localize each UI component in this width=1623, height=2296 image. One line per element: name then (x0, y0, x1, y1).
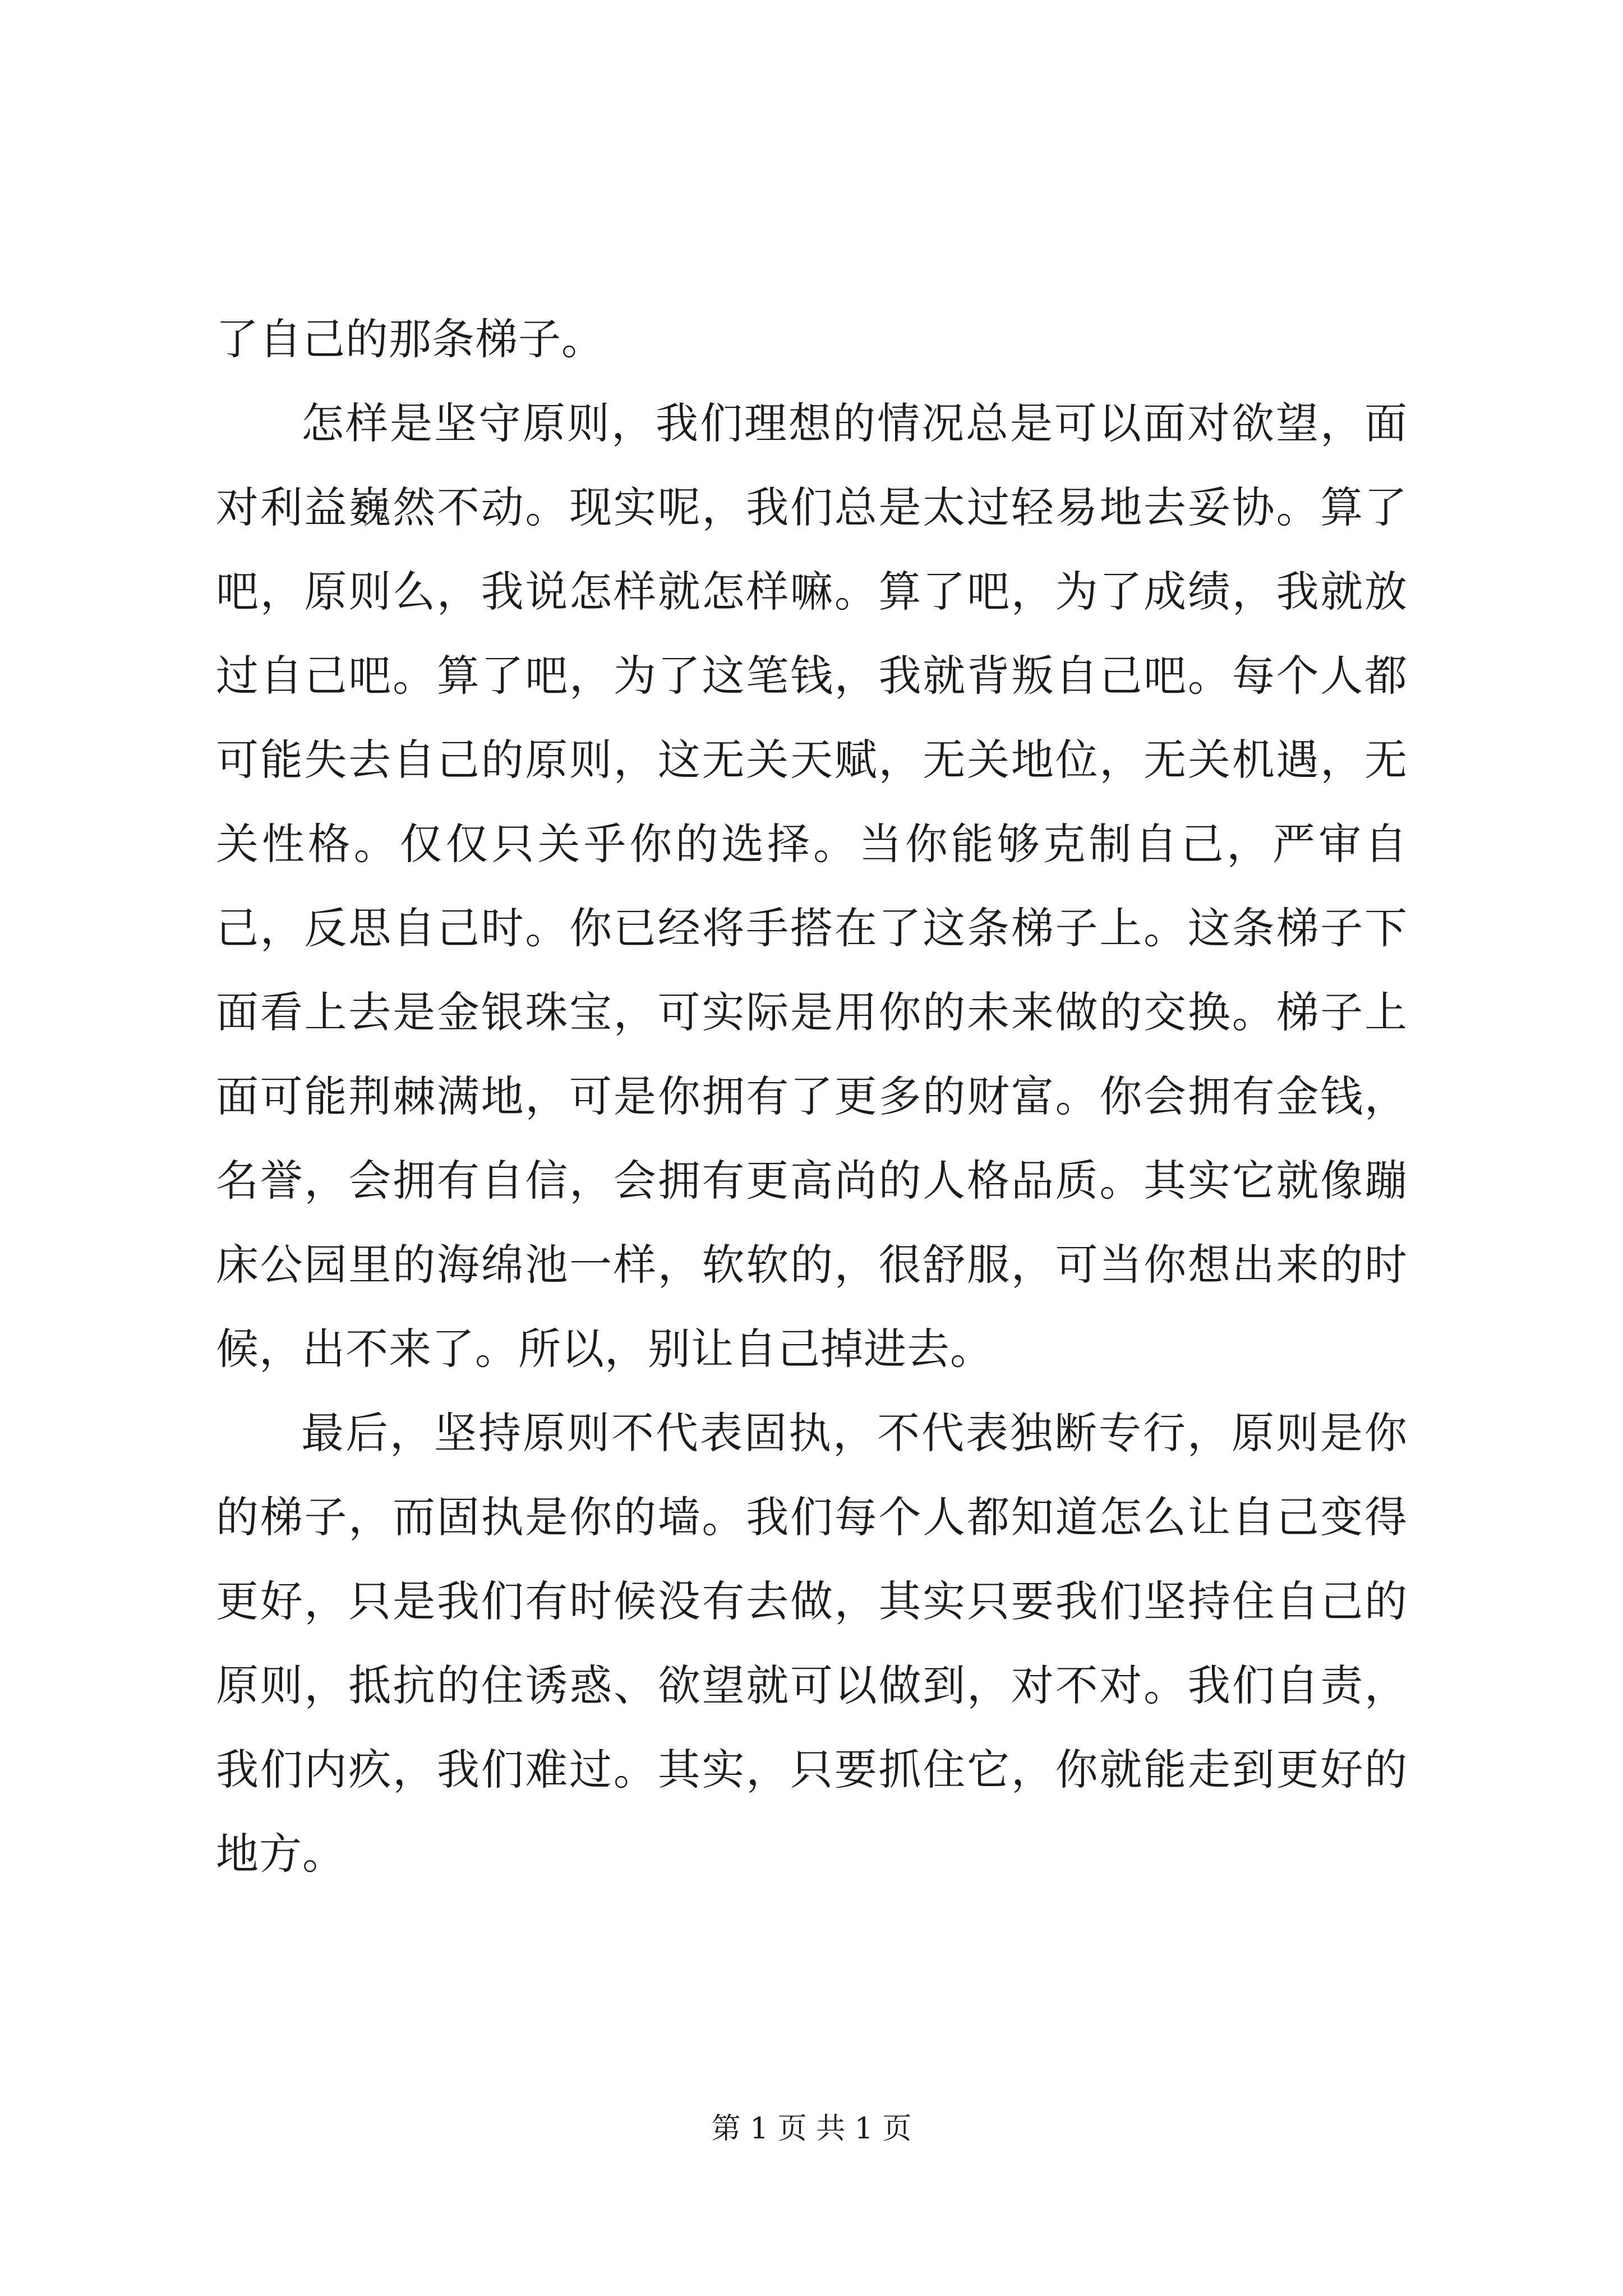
document-body (216, 297, 1408, 1896)
page-number-footer: 第 1 页 共 1 页 (711, 2112, 912, 2146)
paragraph-conclusion: 最后，坚持原则不代表固执，不代表独断专行，原则是你的梯子，而固执是你的墙。我们每个人都知道怎么让自己变得更好，只是我们有时候没有去做，其实只要我们坚持住自己的原则，抵抗的住诱惑、欲望就可以做到，对不对。我们自责，我们内疚，我们难过。其实，只要抓住它，你就能走到更好的地方。 (216, 1408, 1408, 1879)
paragraph-continuation: 了自己的那条梯子。 (216, 314, 605, 364)
paragraph-principles: 怎样是坚守原则，我们理想的情况总是可以面对欲望，面对利益巍然不动。现实呢，我们总是太过轻易地去妥协。算了吧，原则么，我说怎样就怎样嘛。算了吧，为了成绩，我就放过自己吧。算了吧，为了这笔钱，我就背叛自己吧。每个人都可能失去自己的原则，这无关天赋，无关地位，无关机遇，无关性格。仅仅只关乎你的选择。当你能够克制自己，严审自己，反思自己时。你已经将手搭在了这条梯子上。这条梯子下面看上去是金银珠宝，可实际是用你的未来做的交换。梯子上面可能荆棘满地，可是你拥有了更多的财富。你会拥有金钱，名誉，会拥有自信，会拥有更高尚的人格品质。其实它就像蹦床公园里的海绵池一样，软软的，很舒服，可当你想出来的时候，出不来了。所以，别让自己掉进去。 (216, 398, 1408, 1374)
